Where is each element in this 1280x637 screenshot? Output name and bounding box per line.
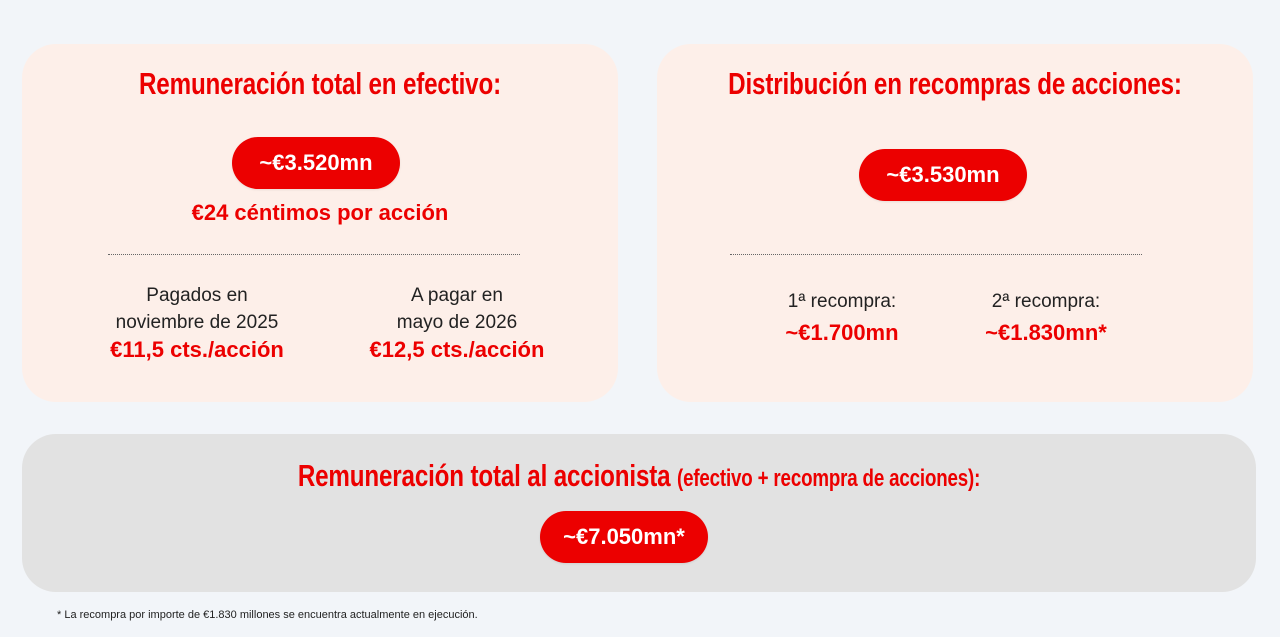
cash-card-title: Remuneración total en efectivo: xyxy=(139,66,501,101)
total-title-note: (efectivo + recompra de acciones): xyxy=(676,465,981,492)
buyback-divider xyxy=(730,254,1142,255)
buyback-distribution-card xyxy=(657,44,1253,402)
cash-amount-pill: ~€3.520mn xyxy=(232,137,400,189)
buyback-first-value: ~€1.700mn xyxy=(785,320,899,345)
buyback-second-value: ~€1.830mn* xyxy=(985,320,1107,345)
cash-first-payment-line2: noviembre de 2025 xyxy=(115,312,279,333)
cash-first-payment-line1: Pagados en xyxy=(146,285,248,306)
cash-remuneration-card xyxy=(22,44,618,402)
cash-per-share: €24 céntimos por acción xyxy=(191,200,449,225)
cash-first-payment-value: €11,5 cts./acción xyxy=(110,337,284,362)
buyback-first-label: 1ª recompra: xyxy=(787,291,897,312)
total-card-title xyxy=(158,458,1121,494)
buyback-second xyxy=(941,288,1151,347)
total-amount-pill: ~€7.050mn* xyxy=(540,511,708,563)
cash-second-payment-value: €12,5 cts./acción xyxy=(369,337,545,362)
total-shareholder-card xyxy=(22,434,1256,592)
buyback-second-label: 2ª recompra: xyxy=(991,291,1101,312)
buyback-card-title: Distribución en recompras de acciones: xyxy=(728,66,1182,101)
cash-second-payment-line2: mayo de 2026 xyxy=(396,312,518,333)
buyback-first xyxy=(737,288,947,347)
total-title-main: Remuneración total al accionista xyxy=(297,458,671,493)
cash-divider xyxy=(108,254,520,255)
footnote: * La recompra por importe de €1.830 millones se encuentra actualmente en ejecución. xyxy=(57,609,478,621)
cash-second-payment xyxy=(342,282,572,364)
cash-first-payment xyxy=(82,282,312,364)
buyback-amount-pill: ~€3.530mn xyxy=(859,149,1027,201)
cash-second-payment-line1: A pagar en xyxy=(411,285,503,306)
